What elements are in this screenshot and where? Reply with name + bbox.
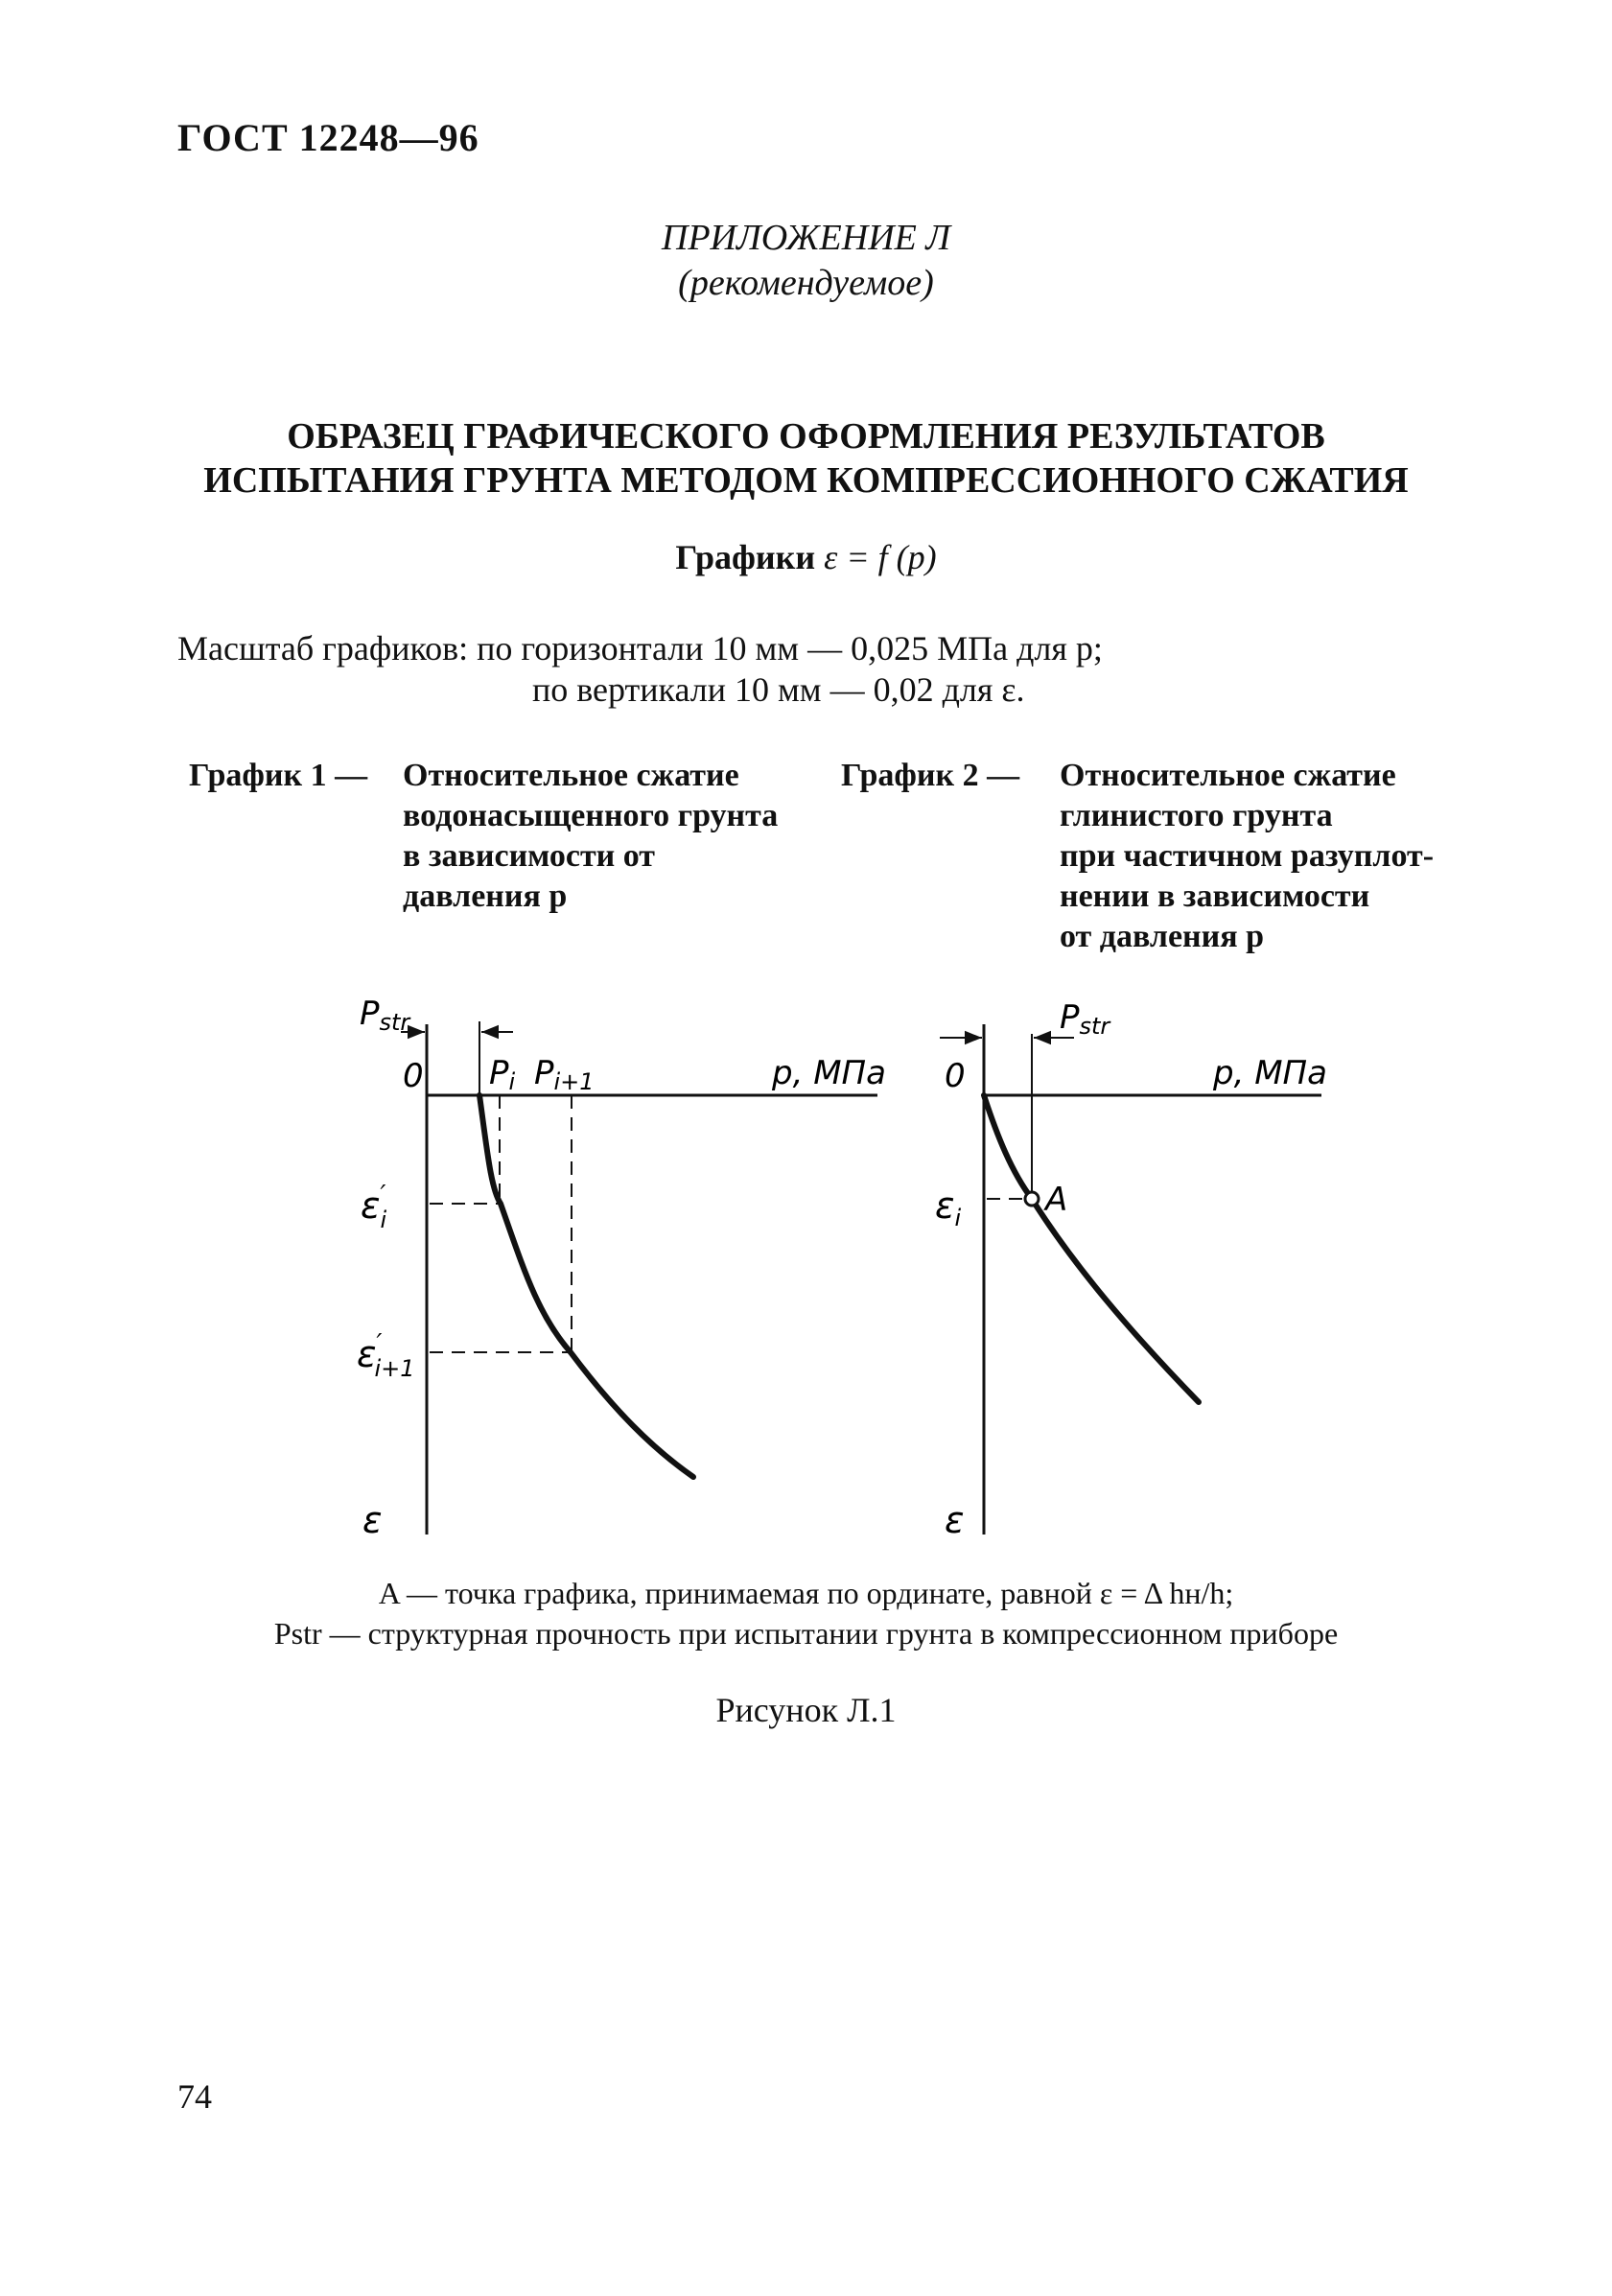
diagram1-pstr-label: Pstr bbox=[360, 995, 410, 1036]
diagram-2 bbox=[935, 998, 1327, 1541]
diagram1-pi-label: Pi bbox=[489, 1054, 516, 1095]
diagram1-y-axis-label: ε bbox=[362, 1499, 383, 1541]
diagram2-point-a-label: A bbox=[1045, 1181, 1068, 1219]
diagram1-compression-curve bbox=[479, 1095, 693, 1477]
scale-line-2: по вертикали 10 мм — 0,02 для ε. bbox=[532, 670, 1025, 709]
figure-caption: Рисунок Л.1 bbox=[715, 1691, 897, 1729]
appendix-name: ПРИЛОЖЕНИЕ Л bbox=[661, 218, 951, 258]
graph1-caption-line: водонасыщенного грунта bbox=[403, 798, 779, 833]
diagram2-pstr-label: Pstr bbox=[1060, 998, 1110, 1040]
figure-legend bbox=[0, 1573, 1612, 1653]
document-code: ГОСТ 12248—96 bbox=[177, 116, 479, 159]
diagram2-point-a bbox=[1025, 1192, 1039, 1206]
diagram2-x-axis-label: p, МПа bbox=[1213, 1054, 1327, 1092]
page-number: 74 bbox=[177, 2077, 212, 2116]
diagram-1 bbox=[357, 995, 886, 1541]
appendix-status: (рекомендуемое) bbox=[678, 263, 934, 303]
graph1-caption-line: Относительное сжатие bbox=[403, 758, 739, 793]
diagram2-origin-label: 0 bbox=[945, 1057, 966, 1095]
subtitle-formula: ε = f (p) bbox=[824, 538, 937, 576]
title-line-1: ОБРАЗЕЦ ГРАФИЧЕСКОГО ОФОРМЛЕНИЯ РЕЗУЛЬТАТОВ bbox=[287, 416, 1325, 457]
diagram2-eps-i-label: $\varepsilon_i$ bbox=[935, 1184, 962, 1231]
diagram1-x-axis-label: p, МПа bbox=[772, 1054, 886, 1092]
title-line-2: ИСПЫТАНИЯ ГРУНТА МЕТОДОМ КОМПРЕССИОННОГО СЖАТИЯ bbox=[203, 460, 1409, 501]
graph2-caption-line: Относительное сжатие bbox=[1060, 758, 1396, 793]
scale-line-1: Масштаб графиков: по горизонтали 10 мм — 0,025 МПа для p; bbox=[177, 629, 1103, 668]
diagram1-pi1-label: Pi+1 bbox=[534, 1054, 595, 1095]
graph2-caption-line: при частичном разуплот- bbox=[1060, 838, 1435, 874]
diagram1-eps-i-label: ε′ i bbox=[361, 1181, 387, 1233]
diagram2-compression-curve bbox=[984, 1095, 1199, 1402]
subtitle-label: Графики bbox=[675, 538, 816, 576]
graph1-caption-line: в зависимости от bbox=[403, 838, 656, 874]
graph2-caption-line: нении в зависимости bbox=[1060, 879, 1370, 914]
graph2-caption-line: глинистого грунта bbox=[1060, 798, 1333, 833]
legend-line-1: A — точка графика, принимаемая по ординате, равной ε = Δ hн/h; bbox=[378, 1576, 1234, 1610]
diagram2-y-axis-label: ε bbox=[945, 1499, 965, 1541]
legend-line-2: Pstr — структурная прочность при испытании грунта в компрессионном приборе bbox=[273, 1616, 1339, 1651]
graph1-caption-line: давления p bbox=[403, 879, 568, 914]
diagram1-eps-i1-label: ε′ i+1 bbox=[357, 1329, 415, 1382]
graph2-caption-line: от давления p bbox=[1060, 919, 1265, 954]
graph2-label: График 2 — bbox=[841, 758, 1020, 793]
diagram1-origin-label: 0 bbox=[403, 1057, 424, 1095]
graph1-label: График 1 — bbox=[189, 758, 368, 793]
